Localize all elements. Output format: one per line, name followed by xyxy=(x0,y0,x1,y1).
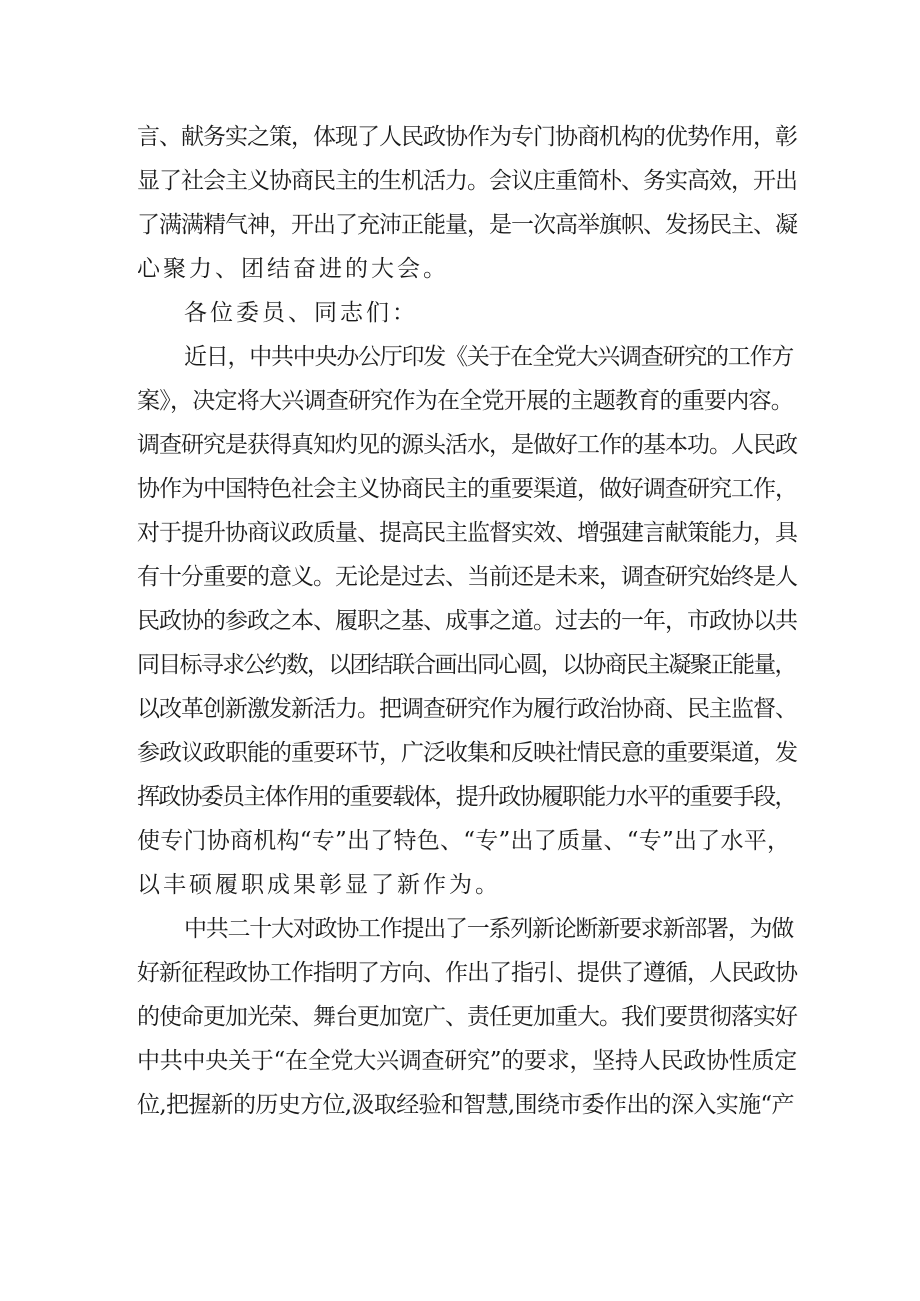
text-line: 的使命更加光荣、舞台更加宽广、责任更加重大。我们要贯彻落实好 xyxy=(137,1004,797,1030)
text-line: 有十分重要的意义。无论是过去、当前还是未来，调查研究始终是人 xyxy=(137,564,797,590)
text-line: 调查研究是获得真知灼见的源头活水，是做好工作的基本功。人民政 xyxy=(137,432,797,458)
text-line: 位,把握新的历史方位,汲取经验和智慧,围绕市委作出的深入实施“产 xyxy=(137,1092,794,1118)
text-line: 好新征程政协工作指明了方向、作出了指引、提供了遵循，人民政协 xyxy=(137,960,797,986)
text-line: 民政协的参政之本、履职之基、成事之道。过去的一年，市政协以共 xyxy=(137,608,797,634)
text-line: 参政议政职能的重要环节，广泛收集和反映社情民意的重要渠道，发 xyxy=(137,740,797,766)
text-line: 以改革创新激发新活力。把调查研究作为履行政治协商、民主监督、 xyxy=(137,696,797,722)
text-line: 了满满精气神，开出了充沛正能量，是一次高举旗帜、发扬民主、凝 xyxy=(137,212,797,238)
text-line: 协作为中国特色社会主义协商民主的重要渠道，做好调查研究工作， xyxy=(137,476,797,502)
text-line: 显了社会主义协商民主的生机活力。会议庄重简朴、务实高效，开出 xyxy=(137,168,797,194)
text-line: 中共中央关于“在全党大兴调查研究”的要求，坚持人民政协性质定 xyxy=(137,1048,798,1074)
text-line: 案》，决定将大兴调查研究作为在全党开展的主题教育的重要内容。 xyxy=(137,388,793,414)
text-line: 言、献务实之策，体现了人民政协作为专门协商机构的优势作用，彰 xyxy=(137,124,797,150)
salutation: 各位委员、同志们： xyxy=(184,300,418,326)
text-line: 以丰硕履职成果彰显了新作为。 xyxy=(137,872,501,898)
text-line: 对于提升协商议政质量、提高民主监督实效、增强建言献策能力，具 xyxy=(137,520,797,546)
text-line: 同目标寻求公约数，以团结联合画出同心圆，以协商民主凝聚正能量， xyxy=(137,652,796,678)
text-line: 中共二十大对政协工作提出了一系列新论断新要求新部署，为做 xyxy=(184,916,793,942)
text-line: 挥政协委员主体作用的重要载体，提升政协履职能力水平的重要手段， xyxy=(137,784,796,810)
text-line: 心聚力、团结奋进的大会。 xyxy=(137,256,449,282)
text-line: 使专门协商机构“专”出了特色、“专”出了质量、“专”出了水平， xyxy=(137,828,791,854)
text-line: 近日，中共中央办公厅印发《关于在全党大兴调查研究的工作方 xyxy=(184,344,793,370)
